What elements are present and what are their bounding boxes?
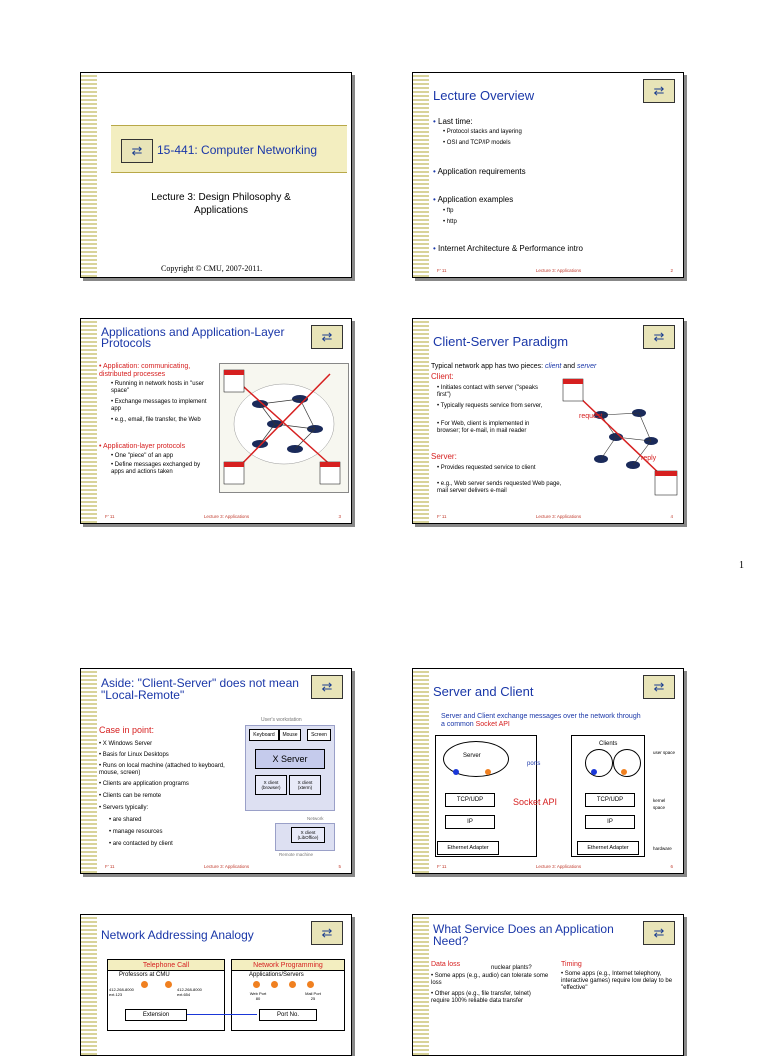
bullet-text: Last time: [438,117,473,126]
slide-footer [437,268,673,273]
telephone-header: Telephone Call [107,959,225,971]
app-dot-3 [289,981,296,988]
intro-and: and [561,363,577,370]
xclient-liboffice: X client (LibOffice) [291,827,325,843]
extension-box: Extension [125,1009,187,1021]
sub-bullet-text: manage resources [112,829,163,835]
slide-stripe [81,73,97,277]
port-dot-orange [621,769,627,775]
intro-pre: Typical network app has two pieces: [431,363,546,370]
slide-footer [105,514,341,519]
bullet: • Clients can be remote [99,793,162,799]
sub-bullet: • For Web, client is implemented in browser; for e-mail, in mail reader [437,421,530,434]
sub-bullet-text: Initiates contact with server ("speaks first") [437,385,538,398]
bullet: • Some apps (e.g., audio) can tolerate some loss [431,973,549,986]
sub-bullet-text: Protocol stacks and layering [446,129,522,135]
sub-bullet: • e.g., Web server sends requested Web page, mail server delivers e-mail [437,481,562,494]
cmu-logo-icon: ⇄ [643,921,675,945]
screen-box: Screen [307,729,331,741]
footer-left: F' 11 [437,864,447,869]
client-oval-2 [613,749,641,777]
network-diagram [219,363,349,493]
slide-6 [412,668,684,874]
footer-right: 3 [338,514,341,519]
slide-title: Network Addressing Analogy [101,928,254,942]
cmu-logo-icon: ⇄ [311,675,343,699]
app-dot-2 [271,981,278,988]
cmu-logo-icon: ⇄ [643,79,675,103]
mouse-box: Mouse [279,729,301,741]
sub-bullet-text: are shared [112,817,142,823]
case-heading: Case in point: [99,725,155,735]
slide-footer [437,514,673,519]
slide-footer [437,864,673,869]
ext-number-1: 412-268-8000 ext.123 [109,987,134,997]
remote-label: Remote machine [279,852,314,857]
bullet-text: Application examples [437,195,514,204]
cmu-logo-icon: ⇄ [311,325,343,349]
bullet-text: Application requirements [437,167,526,176]
footer-right: 4 [670,514,673,519]
footer-right: 5 [338,864,341,869]
slide-stripe [81,915,97,1055]
eth-client: Ethernet Adapter [577,841,639,855]
bullet: • Application-layer protocols [99,443,186,450]
port-dot-orange [485,769,491,775]
ports-label: ports [527,761,541,767]
ext-number-2: 412-268-8000 ext.654 [177,987,202,997]
sub-bullet-text: OSI and TCP/IP models [446,140,511,146]
link-arrow [187,1014,257,1015]
xclient-browser: X client (browser) [255,775,287,795]
apps-label: Applications/Servers [249,972,304,978]
slide-title: Applications and Application-Layer Protocols [101,325,285,350]
sub-bullet-text: http [446,219,457,225]
sub-bullet: • are contacted by client [109,841,173,847]
cmu-logo-icon: ⇄ [643,675,675,699]
network-label: Network [307,816,324,821]
sub-bullet: • Provides requested service to client [437,465,536,471]
slide-1 [80,72,352,278]
bullet-text: Clients are application programs [102,781,189,787]
netprog-header: Network Programming [231,959,345,971]
bullet: • Runs on local machine (attached to keyboard, mouse, screen) [99,763,225,776]
mail-port: Mail Port 25 [305,991,321,1001]
page-number: 1 [739,560,744,571]
bullet: • Internet Architecture & Performance intro [433,244,583,253]
server-label: Server [463,753,481,759]
tcpudp-client: TCP/UDP [585,793,635,807]
bullet-text: Other apps (e.g., file transfer, telnet) require 100% reliable data transfer [431,991,531,1004]
bullet: • Some apps (e.g., Internet telephony, interactive games) require low delay to be "effective" [561,971,673,991]
slide-title: 15-441: Computer Networking [157,143,318,157]
slide-stripe [413,73,429,277]
bullet-text: Servers typically: [102,805,149,811]
ip-client: IP [585,815,635,829]
sub-bullet-text: Provides requested service to client [440,465,536,471]
sub-bullet: • manage resources [109,829,163,835]
slide-8 [412,914,684,1056]
request-label: request [579,413,603,420]
tcpudp-server: TCP/UDP [445,793,495,807]
app-dot-4 [307,981,314,988]
bullet: • X Windows Server [99,741,153,747]
xserver-box: X Server [255,749,325,769]
sub-bullet: • Initiates contact with server ("speaks first") [437,385,538,398]
sub-bullet: • e.g., email, file transfer, the Web [111,417,201,423]
bullet-text: Some apps (e.g., Internet telephony, interactive games) require low delay to be "effective" [561,971,673,991]
bullet-text: X Windows Server [102,741,153,747]
intro-client: client [545,363,562,370]
bullet: • Application examples [433,195,514,204]
sub-bullet: • Typically requests service from server, [437,403,543,409]
slide-7 [80,914,352,1056]
intro-server: server [576,363,597,370]
socket-api-label: Socket API [513,797,558,807]
footer-left: F' 11 [437,268,447,273]
bullet: • Other apps (e.g., file transfer, telnet) require 100% reliable data transfer [431,991,531,1004]
intro-text-main: Server and Client exchange messages over the network through a common [441,713,641,728]
port-box: Port No. [259,1009,317,1021]
cmu-logo-icon: ⇄ [121,139,153,163]
bullet: • Servers typically: [99,805,149,811]
kernel-space-label: kernel space [653,798,666,810]
slide-footer [105,864,341,869]
phone-dot-2 [165,981,172,988]
bullet: • Clients are application programs [99,781,189,787]
slide-title: Server and Client [433,684,534,699]
slide-title: Client-Server Paradigm [433,334,569,349]
footer-mid: Lecture 3: Applications [535,514,582,519]
footer-mid: Lecture 3: Applications [535,268,582,273]
footer-right: 2 [670,268,673,273]
phone-dot-1 [141,981,148,988]
bullet-text: Basis for Linux Desktops [102,752,169,758]
sub-bullet-text: e.g., Web server sends requested Web page, mail server delivers e-mail [437,481,562,494]
sub-bullet: • are shared [109,817,142,823]
bullet-text: Application-layer protocols [103,443,186,450]
client-heading: Client: [431,372,454,381]
bullet-text: Clients can be remote [102,793,162,799]
slide-title: Aside: "Client-Server" does not mean "Local-Remote" [101,676,299,702]
bullet: • Basis for Linux Desktops [99,752,169,758]
sub-bullet-text: For Web, client is implemented in browser; for e-mail, in mail reader [437,421,530,434]
footer-mid: Lecture 3: Applications [203,864,250,869]
clients-label: Clients [599,741,618,747]
footer-mid: Lecture 3: Applications [535,864,582,869]
sub-bullet: • One "piece" of an app [111,453,174,459]
port-dot-blue [453,769,459,775]
footer-right: 6 [670,864,673,869]
sub-bullet: • Define messages exchanged by apps and actions taken [111,462,201,475]
slide-3 [80,318,352,524]
copyright: Copyright © CMU, 2007-2011. [161,264,263,273]
slide-stripe [413,319,429,523]
slide-stripe [413,669,429,873]
nuclear-note: nuclear plants? [491,965,532,971]
slide-stripe [81,669,97,873]
xclient-xterm: X client (xterm) [289,775,321,795]
sub-bullet-text: Typically requests service from server, [440,403,543,409]
sub-bullet-text: Exchange messages to implement app [111,399,207,412]
app-dot-1 [253,981,260,988]
intro-text [441,713,641,729]
reply-label: reply [641,455,657,462]
sub-bullet: • ftp [443,208,454,214]
sub-bullet: • Running in network hosts in "user space" [111,381,204,394]
bullet: • Application requirements [433,167,526,176]
slide-4 [412,318,684,524]
footer-left: F' 11 [105,864,115,869]
sub-bullet-text: One "piece" of an app [114,453,174,459]
intro-text [431,363,596,370]
bullet-text: Internet Architecture & Performance intro [438,244,583,253]
port-dot-blue [591,769,597,775]
slide-2 [412,72,684,278]
web-port: Web Port 80 [249,991,267,1001]
network-diagram [561,375,679,499]
slide-title: What Service Does an Application Need? [433,922,614,948]
server-heading: Server: [431,452,457,461]
ip-server: IP [445,815,495,829]
cmu-logo-icon: ⇄ [311,921,343,945]
slide-title: Lecture Overview [433,88,535,103]
data-loss-heading: Data loss [431,961,461,968]
bullet-text: Some apps (e.g., audio) can tolerate some loss [431,973,549,986]
professors-label: Professors at CMU [119,972,170,978]
slide-stripe [81,319,97,523]
workstation-label: User's workstation [261,717,302,723]
cmu-logo-icon: ⇄ [643,325,675,349]
footer-left: F' 11 [437,514,447,519]
sub-bullet-text: Define messages exchanged by apps and actions taken [111,462,201,475]
bullet: • Last time: [433,117,473,126]
sub-bullet-text: are contacted by client [112,841,173,847]
sub-bullet: • OSI and TCP/IP models [443,140,511,146]
footer-left: F' 11 [105,514,115,519]
client-oval-1 [585,749,613,777]
timing-heading: Timing [561,961,582,968]
intro-socket-api: Socket API [475,721,510,728]
sub-bullet-text: Running in network hosts in "user space" [111,381,204,394]
footer-mid: Lecture 3: Applications [203,514,250,519]
eth-server: Ethernet Adapter [437,841,499,855]
user-space-label: user space [653,750,676,755]
bullet: • Application: communicating, distributed processes [99,363,191,378]
bullet-text: Runs on local machine (attached to keyboard, mouse, screen) [99,763,225,776]
sub-bullet: • http [443,219,457,225]
slide-subtitle: Lecture 3: Design Philosophy & Applications [151,192,291,216]
sub-bullet-text: ftp [446,208,454,214]
keyboard-box: Keyboard [249,729,279,741]
slide-stripe [413,915,429,1055]
sub-bullet: • Exchange messages to implement app [111,399,207,412]
hardware-label: hardware [653,846,672,851]
sub-bullet-text: e.g., email, file transfer, the Web [114,417,201,423]
bullet-text: Application: communicating, distributed processes [99,363,191,378]
slide-5 [80,668,352,874]
sub-bullet: • Protocol stacks and layering [443,129,522,135]
